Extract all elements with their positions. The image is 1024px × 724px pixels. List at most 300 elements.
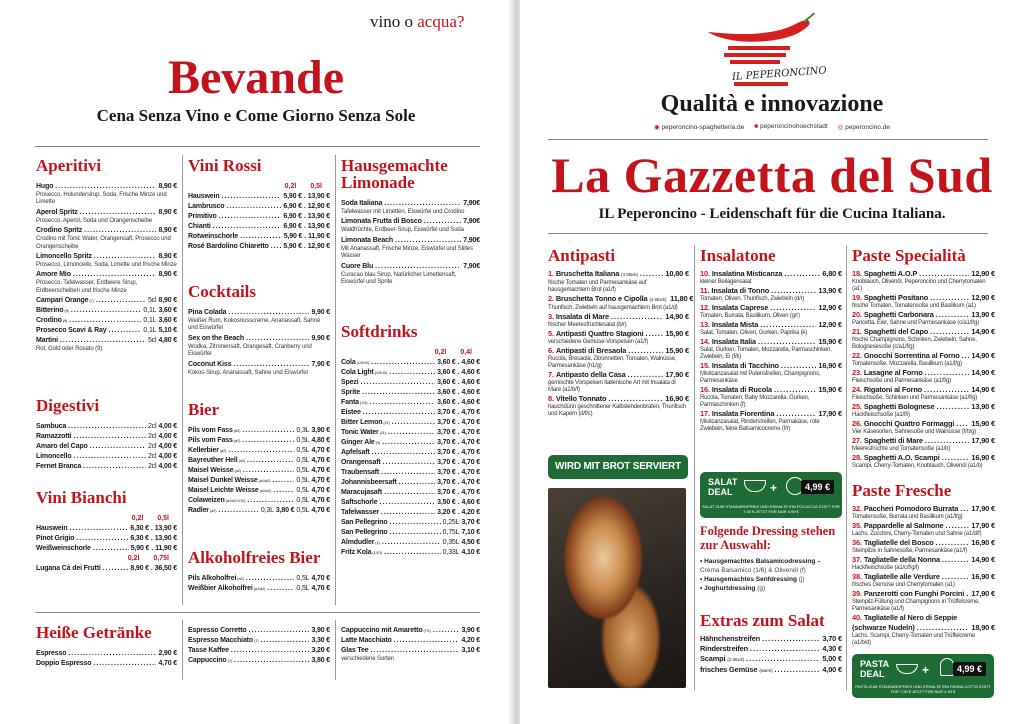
- item-price: 14,90 €: [665, 312, 689, 321]
- item-price: 15,90 €: [665, 346, 689, 355]
- item-name: Scampi: [700, 654, 726, 663]
- dot-leader: [746, 654, 820, 664]
- size-header: 0,4l: [460, 349, 472, 356]
- dot-leader: [390, 528, 441, 538]
- item-description: Hackfleischsoße (a1/f/l): [852, 412, 910, 418]
- allergen-note: (a2): [237, 576, 244, 581]
- deal-fine-print: PASTA ZUM STANDARDPREIS UND ERHALTE EIN PANNA COTTA STATT FÜR 7,90 € JETZT FÜR NUR 4,99 €: [855, 684, 991, 694]
- separator: .: [457, 439, 460, 446]
- item-price: 3,70 €: [437, 409, 456, 416]
- section-heading: Digestivi: [36, 396, 100, 415]
- item-description: Misticanzasalat, Rinderstreifen, Parmakäse, rote Zwiebeln, feine Balsamicocreme (f/r): [700, 419, 820, 432]
- dot-leader: [83, 462, 146, 472]
- menu-item: [700, 320, 842, 330]
- website-link[interactable]: [654, 123, 744, 131]
- section-softdrinks: [341, 323, 480, 558]
- menu-item: [36, 432, 177, 442]
- item-name: Eistee: [341, 409, 361, 416]
- menu-item: [852, 351, 995, 361]
- item-price-large: 4,20 €: [461, 509, 480, 516]
- item-price: 3,90 €: [311, 427, 330, 434]
- allergen-note: (1/3): [359, 400, 368, 405]
- menu-item: [188, 334, 330, 344]
- item-description: Steinpilz-Füllung und Champignons in Trüffelcreme, Parmesankäse (a1/f): [852, 599, 980, 612]
- dressing-list: [700, 557, 842, 593]
- item-number: 16.: [700, 385, 710, 394]
- item-quantity: (2 Stück): [727, 657, 745, 662]
- dot-leader: [243, 466, 294, 476]
- item-name: Insalata di Tacchino: [711, 361, 779, 370]
- dot-leader: [384, 548, 441, 558]
- item-price-large: 12,90 €: [307, 203, 330, 210]
- item-price: 3,20 €: [311, 647, 330, 654]
- item-description: Rot, Gold oder Rosato (9): [36, 346, 103, 353]
- dot-leader: [946, 521, 970, 531]
- item-name: Kellerbier: [188, 447, 219, 454]
- item-price: 4,70 €: [311, 477, 330, 484]
- item-price: 14,90 €: [971, 385, 995, 394]
- item-number: 26.: [852, 419, 862, 428]
- separator: .: [150, 565, 153, 572]
- separator: .: [150, 535, 153, 542]
- facebook-icon: ■: [754, 123, 759, 130]
- item-price: 3,60 €: [437, 379, 456, 386]
- allergen-note: (a2): [233, 438, 241, 443]
- item-description: Thunfisch, Zwiebeln auf hausgemachtem Brot (a1/d): [548, 305, 678, 311]
- item-name: Chianti: [188, 223, 211, 230]
- allergen-note: (11): [379, 430, 386, 435]
- menu-item: [341, 217, 480, 227]
- menu-item: [341, 388, 480, 398]
- item-price: 4,00 €: [822, 665, 842, 674]
- item-number: 8.: [548, 394, 554, 403]
- dot-leader: [936, 538, 970, 548]
- item-size: 2cl: [147, 443, 157, 450]
- right-page-food: [520, 0, 1024, 724]
- item-price: 4,70 €: [311, 585, 330, 592]
- item-description: kleiner Beilagensalat: [700, 279, 752, 285]
- separator: .: [457, 509, 460, 516]
- item-description: Salat, Tomaten, Oliven, Gurken, Paprika (k): [700, 330, 808, 336]
- item-name: Apfelsaft: [341, 449, 370, 456]
- item-price: 5,90 €: [283, 193, 302, 200]
- item-name: Spaghetti A.O. Scampi: [863, 453, 940, 462]
- dot-leader: [382, 438, 435, 448]
- item-name: Martini: [36, 337, 58, 345]
- item-description: Hackfleischsoße (a1/c/f/g/l): [852, 565, 919, 571]
- separator: .: [457, 449, 460, 456]
- item-description: verschiedene Sorten: [341, 656, 395, 662]
- menu-item: [700, 286, 842, 296]
- item-price: 7,90€: [463, 200, 480, 207]
- menu-item: [36, 252, 177, 262]
- bullet: •: [700, 558, 705, 565]
- globe-icon: ◉: [654, 124, 660, 131]
- item-name: Soda Italiana: [341, 200, 383, 207]
- item-size: 0,3L: [296, 427, 310, 434]
- item-price: 4,70 €: [311, 507, 330, 514]
- item-name: Insalata di Tonno: [711, 286, 770, 295]
- item-price: 7,90€: [463, 218, 480, 226]
- section-heading: Vini Bianchi: [36, 488, 127, 507]
- allergen-note: (a2): [233, 428, 241, 433]
- dot-leader: [381, 508, 435, 518]
- menu-item: [700, 634, 842, 644]
- menu-item: [341, 398, 480, 408]
- separator: .: [457, 359, 460, 366]
- item-description: frisches Gemüse und Cherrytomaten (a1): [852, 582, 955, 588]
- item-name: Insalata Fiorentina: [711, 409, 775, 418]
- item-name: Prosecco Scavi & Ray: [36, 327, 107, 335]
- item-price: 3,60 €: [437, 359, 456, 366]
- item-name: Hauswein: [188, 193, 220, 200]
- item-price: 4,70 €: [311, 575, 330, 582]
- item-description: Misticanzasalat mit Putenstreifen, Champignons, Parmesankäse: [700, 371, 821, 384]
- item-price: 9,90 €: [311, 309, 330, 316]
- dot-leader: [770, 303, 816, 313]
- item-name: Bruschetta Tonno e Cipolla: [555, 294, 648, 303]
- item-price: 8,90 €: [158, 297, 177, 305]
- size-column-headers: [188, 182, 330, 192]
- dot-leader: [69, 316, 141, 326]
- item-quantity: (warm): [759, 668, 773, 673]
- item-price: 10,80 €: [665, 269, 689, 278]
- menu-item: [188, 496, 330, 506]
- item-name: Paccheri Pomodoro Burrata: [863, 504, 959, 513]
- deal-label: PASTA DEAL: [860, 659, 889, 679]
- item-name: Bitter Lemon: [341, 419, 383, 426]
- menu-item: [341, 418, 480, 428]
- item-number: 7.: [548, 370, 554, 379]
- dot-leader: [771, 286, 816, 296]
- dot-leader: [382, 538, 441, 548]
- dot-leader: [90, 442, 146, 452]
- item-price: 8,90 €: [158, 253, 177, 261]
- item-number: 5.: [548, 329, 554, 338]
- item-name: Tagliatelle del Bosco: [863, 538, 934, 547]
- menu-item: [852, 419, 995, 429]
- item-name: Bruschetta Italiana: [555, 269, 620, 278]
- website-text: peperoncino-spaghetteria.de: [661, 124, 745, 131]
- item-name: Spezi: [341, 379, 359, 386]
- item-price-large: 4,70 €: [461, 469, 480, 476]
- dot-leader: [96, 296, 146, 306]
- item-description: Crodino mit Tonic Water, Orangensaft, Prosecco und Orangenscheibe: [36, 236, 171, 250]
- menu-item: [188, 476, 330, 486]
- section-antipasti: [548, 246, 694, 418]
- menu-item: [36, 316, 177, 326]
- dot-leader: [103, 564, 129, 574]
- item-size: 5cl: [147, 297, 157, 305]
- dot-leader: [392, 418, 435, 428]
- item-name: Spaghetti del Capo: [863, 327, 929, 336]
- menu-item: [852, 402, 995, 412]
- item-name: Orangensaft: [341, 459, 381, 466]
- divider: [335, 155, 336, 605]
- menu-item: [548, 370, 689, 380]
- dot-leader: [372, 448, 435, 458]
- item-name: Campari Orange: [36, 297, 89, 305]
- item-number: 14.: [700, 337, 710, 346]
- item-size: 0,1L: [143, 317, 157, 325]
- item-description: Tomaten, Burrata, Basilikum, Oliven (g/r): [700, 313, 800, 319]
- menu-item: [188, 646, 330, 656]
- item-size: 0,5L: [296, 457, 310, 464]
- menu-item: [36, 462, 177, 472]
- section-extras: [700, 612, 842, 676]
- dressing-option: [700, 557, 842, 575]
- dot-leader: [936, 402, 969, 412]
- item-size: 0,5L: [296, 575, 310, 582]
- dot-leader: [774, 665, 820, 675]
- item-description: frische Tomaten und Parmesankäse auf hausgemachtem Brot (a1/f): [548, 280, 647, 293]
- menu-item: [36, 182, 177, 192]
- menu-item: [188, 308, 330, 318]
- item-name: Spaghetti Carbonara: [863, 310, 934, 319]
- item-number: 15.: [700, 361, 710, 370]
- section-alkoholfreies-bier: [188, 549, 330, 594]
- item-name: Spaghetti A.O.P: [863, 269, 918, 278]
- item-name: Aperol Spritz: [36, 208, 78, 216]
- dot-leader: [226, 202, 281, 212]
- menu-item: [188, 656, 330, 666]
- item-price: 3,90 €: [461, 627, 480, 634]
- item-number: 28.: [852, 453, 862, 462]
- dot-leader: [363, 408, 435, 418]
- item-name: Pinot Grigio: [36, 535, 75, 542]
- menu-item: [700, 665, 842, 676]
- item-description: Curacao blau Sirup, Natürlicher Limettensaft, Eiswürfel und Sprite: [341, 271, 457, 286]
- item-price: 18,90 €: [971, 623, 995, 632]
- menu-item: [188, 242, 330, 252]
- item-name: Antipasti di Bresaola: [555, 346, 627, 355]
- dot-leader: [234, 656, 309, 666]
- item-number: 11.: [700, 286, 710, 295]
- menu-item: [700, 269, 842, 279]
- menu-item: [341, 438, 480, 448]
- item-name: Insalata Italia: [711, 337, 756, 346]
- dot-leader: [362, 388, 435, 398]
- item-price: 7,90€: [463, 236, 480, 244]
- item-price: 4,80 €: [311, 437, 330, 444]
- dot-leader: [247, 496, 294, 506]
- dot-leader: [384, 199, 461, 209]
- item-price: 4,00 €: [158, 433, 177, 440]
- allergen-note: (9): [375, 440, 381, 445]
- menu-item: [188, 466, 330, 476]
- pasta-plate-icon: [896, 664, 918, 674]
- item-price: 3,60 €: [158, 317, 177, 325]
- allergen-note: (9): [64, 308, 69, 314]
- item-size: 2cl: [147, 453, 157, 460]
- allergen-note: (7): [227, 658, 233, 663]
- dot-leader: [784, 269, 820, 279]
- item-price: 16,90 €: [665, 394, 689, 403]
- item-name: Limonata Beach: [341, 236, 393, 244]
- item-price: 5,90 €: [130, 545, 150, 552]
- item-price: 17,90 €: [971, 436, 995, 445]
- item-size: 0,25L: [442, 519, 460, 526]
- section-heading: Extras zum Salat: [700, 611, 825, 630]
- item-size: 0,1L: [143, 307, 157, 315]
- item-description: Rucola, Tomaten, Baby Mozzarella, Gurken, Parmaschinken (f): [700, 395, 810, 408]
- dot-leader: [930, 293, 969, 303]
- item-description: Weißer Rum, Kokosnusscreme, Ananassaft, Sahne und Eiswürfel: [188, 318, 321, 332]
- dot-leader: [776, 409, 816, 419]
- menu-item: [700, 303, 842, 313]
- menu-item: [341, 518, 480, 528]
- divider: [694, 245, 695, 690]
- item-price: 3,70 €: [437, 449, 456, 456]
- item-price-large: 4,60 €: [461, 359, 480, 366]
- menu-item: [341, 646, 480, 656]
- item-description: frische Champignons, Schinken, Zwiebeln, Sahne, Bolognesesoße (c/a1/f/g): [852, 337, 977, 350]
- dot-leader: [966, 589, 969, 599]
- item-number: 38.: [852, 572, 862, 581]
- item-name: Hähnchenstreifen: [700, 634, 761, 643]
- menu-item: [188, 192, 330, 202]
- item-price: 3,70 €: [437, 459, 456, 466]
- item-size: 0,33L: [442, 549, 460, 556]
- item-description: Steinpilze in Sahnesoße, Parmesankäse (a1/f): [852, 548, 967, 554]
- item-price: 4,30 €: [822, 644, 842, 653]
- item-name: Espresso Corretto: [188, 627, 247, 634]
- item-number: 18.: [852, 269, 862, 278]
- item-name: Amaro del Capo: [36, 443, 88, 450]
- item-size: 2cl: [147, 423, 157, 430]
- item-price-large: 4,70 €: [461, 409, 480, 416]
- dot-leader: [388, 428, 435, 438]
- item-number: 21.: [852, 327, 862, 336]
- item-description: hauchdünn geschnittener Kalbslendenbraten, Thunfisch und Kapern (d/f/c): [548, 404, 686, 417]
- dot-leader: [390, 518, 441, 528]
- deal-label: SALAT DEAL: [708, 477, 738, 497]
- item-description: Tomaten, Oliven, Thunfisch, Zwiebeln (d/r): [700, 296, 805, 302]
- svg-text:IL PEPERONCINO: IL PEPERONCINO: [731, 65, 828, 83]
- divider: [548, 139, 988, 140]
- item-price-large: 4,70 €: [461, 439, 480, 446]
- menu-item: [852, 436, 995, 446]
- dot-leader: [246, 334, 309, 344]
- item-price: 3,70 €: [437, 439, 456, 446]
- separator: .: [151, 545, 154, 552]
- dot-leader: [433, 626, 459, 636]
- instagram-link[interactable]: [838, 123, 890, 131]
- item-quantity: (4 Stück): [649, 297, 667, 302]
- menu-item: [341, 358, 480, 368]
- item-price: 6,30 €: [130, 535, 149, 542]
- item-price: 7,90€: [463, 262, 480, 270]
- dot-leader: [781, 361, 816, 371]
- separator: .: [457, 389, 460, 396]
- item-price: 17,90 €: [818, 409, 842, 418]
- dot-leader: [917, 623, 970, 633]
- size-header: 0,2l: [284, 183, 297, 190]
- item-name: Ginger Ale: [341, 439, 375, 446]
- item-description: Fleischsoße und Parmesankäse (a1/f/g): [852, 378, 951, 384]
- menu-item: [188, 626, 330, 636]
- dot-leader: [219, 212, 282, 222]
- menu-item: [188, 222, 330, 232]
- item-name: Cappuccino mit Amaretto: [341, 627, 423, 634]
- dot-leader: [231, 646, 310, 656]
- dot-leader: [260, 636, 309, 646]
- item-name: Tasse Kaffee: [188, 647, 229, 654]
- size-header: 0,2l: [434, 349, 447, 356]
- item-description: Prosecco, Aperol, Soda und Orangenscheibe: [36, 217, 152, 224]
- dot-leader: [628, 370, 664, 380]
- dressing-name: Joghurtdressing: [704, 585, 756, 592]
- allergen-note: (a1/a2): [259, 488, 272, 493]
- item-price: 6,90 €: [283, 203, 302, 210]
- menu-item: [36, 326, 177, 336]
- item-price: 8,90 €: [130, 565, 149, 572]
- item-name: San Pellegrino: [341, 529, 388, 536]
- plus-icon: +: [922, 663, 930, 677]
- item-price: 17,90 €: [971, 504, 995, 513]
- item-price: 5,90 €: [283, 243, 302, 250]
- dot-leader: [762, 634, 820, 644]
- dot-leader: [272, 476, 294, 486]
- item-name: Maisel Weisse: [188, 467, 234, 474]
- item-price: 8,90 €: [158, 271, 177, 279]
- facebook-link[interactable]: [754, 123, 827, 131]
- item-price: 8,90 €: [158, 183, 177, 190]
- menu-item: [341, 368, 480, 378]
- item-description: Pancetta, Eier, Sahne und Parmesankäse (c/a1/f/g): [852, 320, 979, 326]
- separator: .: [457, 429, 460, 436]
- item-name: Fanta: [341, 399, 359, 406]
- dot-leader: [384, 488, 435, 498]
- item-description: Scampi, Cherry-Tomaten, Knoblauch, Olivenöl (a1/b): [852, 463, 983, 469]
- menu-item: [188, 436, 330, 446]
- section-bier: [188, 401, 330, 516]
- dot-leader: [109, 326, 142, 336]
- item-name: Rigatoni al Forno: [863, 385, 923, 394]
- menu-item: [852, 504, 995, 514]
- item-name: Spaghetti di Mare: [863, 436, 923, 445]
- item-number: 23.: [852, 368, 862, 377]
- menu-item: [341, 378, 480, 388]
- instagram-text: peperoncino.de: [845, 124, 890, 131]
- item-name: San Pellegrino: [341, 519, 388, 526]
- menu-item: [341, 468, 480, 478]
- item-description: Lachs, Zucchini, Cherry-Tomaten und Sahne (a1/d/f): [852, 531, 982, 537]
- item-price: 3,60 €: [437, 399, 456, 406]
- item-price: 16,90 €: [971, 453, 995, 462]
- size-column-headers: [36, 514, 177, 524]
- section-aperitivi: [36, 157, 177, 355]
- item-name: Traubensaft: [341, 469, 380, 476]
- item-price: 3,10 €: [461, 647, 480, 654]
- item-name: Cola: [341, 359, 356, 366]
- allergen-note: (11): [383, 420, 390, 425]
- separator: .: [457, 369, 460, 376]
- dot-leader: [242, 436, 294, 446]
- deal-price: 4,99 €: [953, 662, 986, 676]
- allergen-note: (a2): [219, 448, 227, 453]
- separator: .: [303, 213, 306, 220]
- item-description: Prosecco, Holundersirup, Soda, Frische Minze und Limette: [36, 192, 167, 206]
- divider: [182, 155, 183, 605]
- item-description: frischer Meeresfrüchtesalat (b/r): [548, 322, 627, 328]
- item-price: 11,80 €: [670, 294, 694, 303]
- allergen-note: (7): [89, 298, 94, 304]
- section-heisse-getraenke-3: [341, 626, 480, 664]
- dressing-heading: Folgende Dressing stehen zur Auswahl:: [700, 524, 836, 552]
- dot-leader: [608, 394, 663, 404]
- dot-leader: [628, 346, 663, 356]
